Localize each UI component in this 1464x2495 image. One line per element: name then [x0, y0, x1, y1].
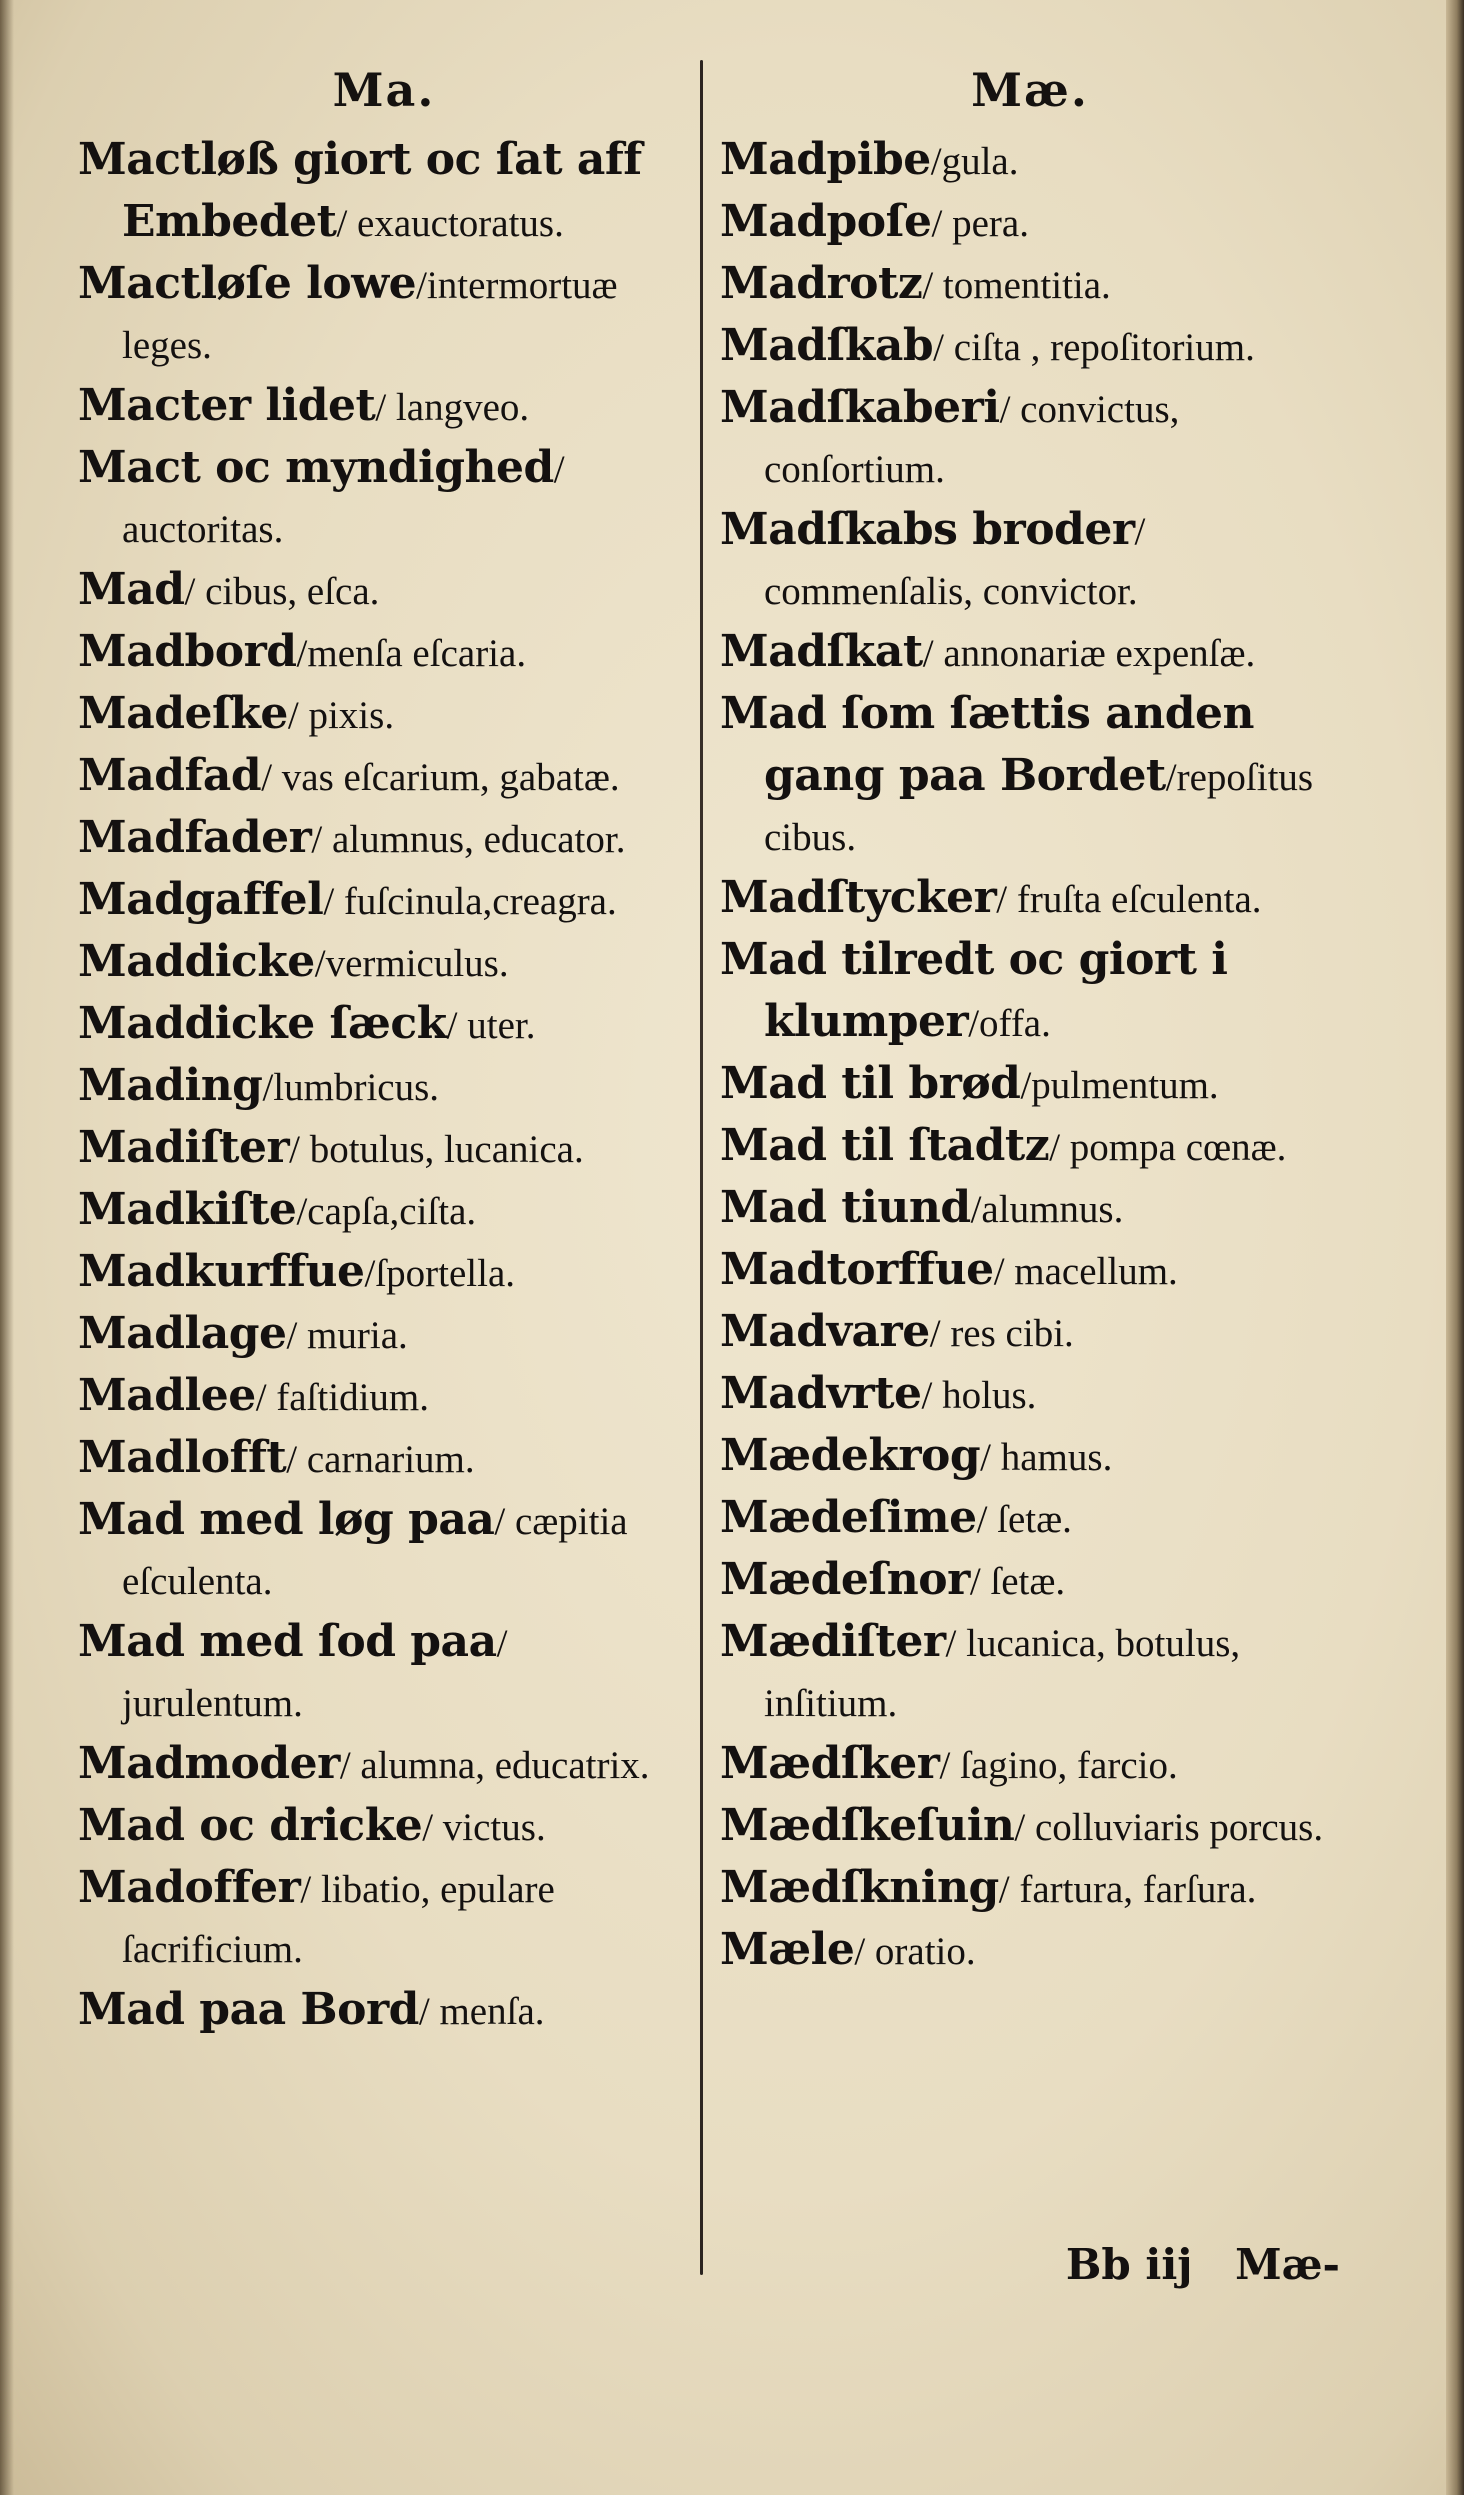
entry-headword: Madſtycker [720, 872, 997, 923]
entry-definition: / muria. [286, 1314, 408, 1357]
dictionary-entry [720, 192, 1340, 254]
dictionary-entry [78, 1366, 690, 1428]
entry-headword: Madlage [78, 1308, 287, 1359]
left-column-header: Ma. [332, 63, 436, 117]
entry-headword: Madmoder [78, 1738, 340, 1789]
entry-definition: / pompa cœnæ. [1049, 1126, 1287, 1169]
entry-headword: Mæle [720, 1924, 855, 1975]
dictionary-entry [720, 378, 1340, 500]
dictionary-entry [78, 870, 690, 932]
entry-headword: Maddicke ſæck [78, 998, 447, 1049]
dictionary-entry [78, 1490, 690, 1612]
entry-definition: / ſetæ. [976, 1498, 1072, 1541]
entry-headword: Mactløß giort oc ſat aff Embedet [78, 134, 642, 247]
entry-headword: Mad [78, 564, 185, 615]
entry-headword: Mædſkeſuin [720, 1800, 1015, 1851]
entry-headword: Madtorffue [720, 1244, 994, 1295]
entry-headword: Madeſke [78, 688, 288, 739]
dictionary-entry [720, 684, 1340, 868]
entry-definition: / fartura, farſura. [998, 1868, 1257, 1911]
entry-headword: Mact oc myndighed [78, 442, 554, 493]
entry-definition: / fuſcinula,creagra. [323, 880, 617, 923]
entry-definition: / langveo. [375, 386, 530, 429]
dictionary-entry [78, 376, 690, 438]
entry-definition: / hamus. [980, 1436, 1113, 1479]
entry-headword: Madpibe [720, 134, 931, 185]
dictionary-entry [78, 1796, 690, 1858]
entry-definition: / annonariæ expenſæ. [922, 632, 1256, 675]
entry-definition: /gula. [930, 140, 1019, 183]
entry-headword: Mædeſime [720, 1492, 977, 1543]
entry-headword: Mad tilredt oc giort i klumper [720, 934, 1228, 1047]
entry-headword: Mædiſter [720, 1616, 946, 1667]
entry-definition: /vermiculus. [314, 942, 509, 985]
page-edge [1446, 0, 1464, 2495]
entry-headword: Mad oc dricke [78, 1800, 423, 1851]
entry-definition: / libatio, epulare ſacrificium. [122, 1868, 555, 1971]
entry-definition: / convictus, conſortium. [764, 388, 1180, 491]
dictionary-entry [78, 932, 690, 994]
entry-headword: Mad paa Bord [78, 1984, 419, 2035]
right-entries-list [720, 130, 1340, 1982]
dictionary-entry [78, 1056, 690, 1118]
entry-headword: Madlofft [78, 1432, 287, 1483]
entry-headword: Madoffer [78, 1862, 301, 1913]
dictionary-entry [78, 438, 690, 560]
dictionary-entry [720, 1054, 1340, 1116]
entry-definition: / ſagino, farcio. [939, 1744, 1178, 1787]
dictionary-entry [78, 1980, 690, 2042]
entry-headword: Madgaffel [78, 874, 324, 925]
entry-headword: Mad ſom ſættis anden gang paa Bordet [720, 688, 1254, 801]
entry-headword: Madbord [78, 626, 297, 677]
entry-headword: Mactløſe lowe [78, 258, 417, 309]
dictionary-entry [78, 1734, 690, 1796]
entry-headword: Mad med ſod paa [78, 1616, 497, 1667]
entry-headword: Macter lidet [78, 380, 376, 431]
entry-definition: / holus. [921, 1374, 1037, 1417]
dictionary-entry [720, 500, 1340, 622]
right-column [720, 50, 1340, 1982]
entry-definition: /offa. [968, 1002, 1051, 1045]
dictionary-entry [720, 1858, 1340, 1920]
entry-definition: / ciſta , repoſitorium. [933, 326, 1255, 369]
dictionary-entry [720, 254, 1340, 316]
dictionary-entry [78, 622, 690, 684]
entry-headword: Mædekrog [720, 1430, 981, 1481]
entry-definition: / faſtidium. [255, 1376, 429, 1419]
entry-headword: Mædſkning [720, 1862, 999, 1913]
entry-definition: /capſa,ciſta. [296, 1190, 477, 1233]
entry-definition: / alumna, educatrix. [339, 1744, 650, 1787]
entry-definition: / ſetæ. [969, 1560, 1066, 1603]
dictionary-entry [78, 1242, 690, 1304]
dictionary-entry [78, 1612, 690, 1734]
signature-mark: Bb iij [1065, 2240, 1193, 2289]
entry-headword: Maddicke [78, 936, 315, 987]
entry-definition: /pulmentum. [1020, 1064, 1219, 1107]
entry-definition: /ſportella. [364, 1252, 516, 1295]
dictionary-entry [720, 1364, 1340, 1426]
dictionary-entry [78, 684, 690, 746]
dictionary-entry [720, 1796, 1340, 1858]
entry-headword: Madkiſte [78, 1184, 297, 1235]
entry-headword: Madvrte [720, 1368, 922, 1419]
entry-definition: / oratio. [854, 1930, 976, 1973]
dictionary-entry [720, 1550, 1340, 1612]
catchword: Mæ- [1235, 2240, 1340, 2289]
entry-definition: / botulus, lucanica. [289, 1128, 584, 1171]
entry-definition: /alumnus. [970, 1188, 1124, 1231]
entry-definition: / uter. [446, 1004, 536, 1047]
entry-definition: / pixis. [287, 694, 395, 737]
dictionary-entry [720, 1488, 1340, 1550]
left-column [78, 50, 690, 2042]
entry-definition: / exauctoratus. [336, 202, 564, 245]
entry-definition: /menſa eſcaria. [296, 632, 527, 675]
dictionary-entry [78, 746, 690, 808]
entry-definition: / jurulentum. [122, 1622, 508, 1725]
dictionary-entry [78, 1180, 690, 1242]
dictionary-entry [720, 1116, 1340, 1178]
dictionary-entry [78, 560, 690, 622]
entry-definition: / pera. [931, 202, 1029, 245]
entry-headword: Mædeſnor [720, 1554, 970, 1605]
dictionary-entry [78, 808, 690, 870]
entry-definition: / victus. [422, 1806, 546, 1849]
column-divider [700, 60, 703, 2275]
dictionary-entry [720, 1302, 1340, 1364]
entry-headword: Madvare [720, 1306, 930, 1357]
page-footer [960, 2235, 1340, 2295]
entry-definition: / cibus, eſca. [184, 570, 380, 613]
dictionary-entry [720, 1612, 1340, 1734]
entry-headword: Madſkab [720, 320, 934, 371]
entry-definition: / colluviaris porcus. [1014, 1806, 1324, 1849]
entry-headword: Mad tiund [720, 1182, 971, 1233]
entry-headword: Mading [78, 1060, 263, 1111]
entry-definition: / commenſalis, convictor. [764, 510, 1146, 613]
entry-headword: Madſkat [720, 626, 923, 677]
dictionary-entry [78, 1858, 690, 1980]
entry-definition: / fruſta eſculenta. [996, 878, 1262, 921]
entry-headword: Madiſter [78, 1122, 290, 1173]
entry-headword: Mad til brød [720, 1058, 1021, 1109]
dictionary-entry [78, 994, 690, 1056]
entry-headword: Mad til ſtadtz [720, 1120, 1050, 1171]
dictionary-entry [720, 1920, 1340, 1982]
entry-headword: Mædſker [720, 1738, 940, 1789]
dictionary-entry [78, 130, 690, 254]
entry-headword: Madſkaberi [720, 382, 1000, 433]
dictionary-entry [720, 930, 1340, 1054]
dictionary-entry [720, 316, 1340, 378]
dictionary-entry [78, 1118, 690, 1180]
dictionary-entry [720, 622, 1340, 684]
right-column-header: Mæ. [971, 63, 1089, 117]
entry-definition: /lumbricus. [262, 1066, 440, 1109]
dictionary-entry [78, 1428, 690, 1490]
entry-definition: / carnarium. [286, 1438, 475, 1481]
entry-definition: /repoſitus cibus. [764, 756, 1314, 859]
entry-definition: / cæpitia eſculenta. [122, 1500, 628, 1603]
entry-definition: / alumnus, educator. [311, 818, 626, 861]
dictionary-entry [720, 1178, 1340, 1240]
entry-definition: / menſa. [418, 1990, 545, 2033]
entry-headword: Madfader [78, 812, 312, 863]
entry-definition: / lucanica, botulus, inſitium. [764, 1622, 1241, 1725]
dictionary-entry [720, 1240, 1340, 1302]
entry-headword: Madkurffue [78, 1246, 365, 1297]
entry-definition: /intermortuæ leges. [122, 264, 618, 367]
entry-headword: Mad med løg paa [78, 1494, 495, 1545]
left-entries-list [78, 130, 690, 2042]
dictionary-entry [720, 130, 1340, 192]
entry-definition: / tomentitia. [922, 264, 1111, 307]
entry-headword: Madſkabs broder [720, 504, 1135, 555]
entry-definition: / auctoritas. [122, 448, 565, 551]
dictionary-entry [720, 868, 1340, 930]
page-gutter-shadow [0, 0, 14, 2495]
entry-definition: / res cibi. [929, 1312, 1074, 1355]
dictionary-entry [78, 254, 690, 376]
dictionary-entry [78, 1304, 690, 1366]
entry-headword: Madlee [78, 1370, 256, 1421]
entry-headword: Madfad [78, 750, 262, 801]
entry-headword: Madpoſe [720, 196, 932, 247]
entry-headword: Madrotz [720, 258, 923, 309]
dictionary-entry [720, 1426, 1340, 1488]
dictionary-entry [720, 1734, 1340, 1796]
entry-definition: / macellum. [993, 1250, 1178, 1293]
entry-definition: / vas eſcarium, gabatæ. [261, 756, 620, 799]
